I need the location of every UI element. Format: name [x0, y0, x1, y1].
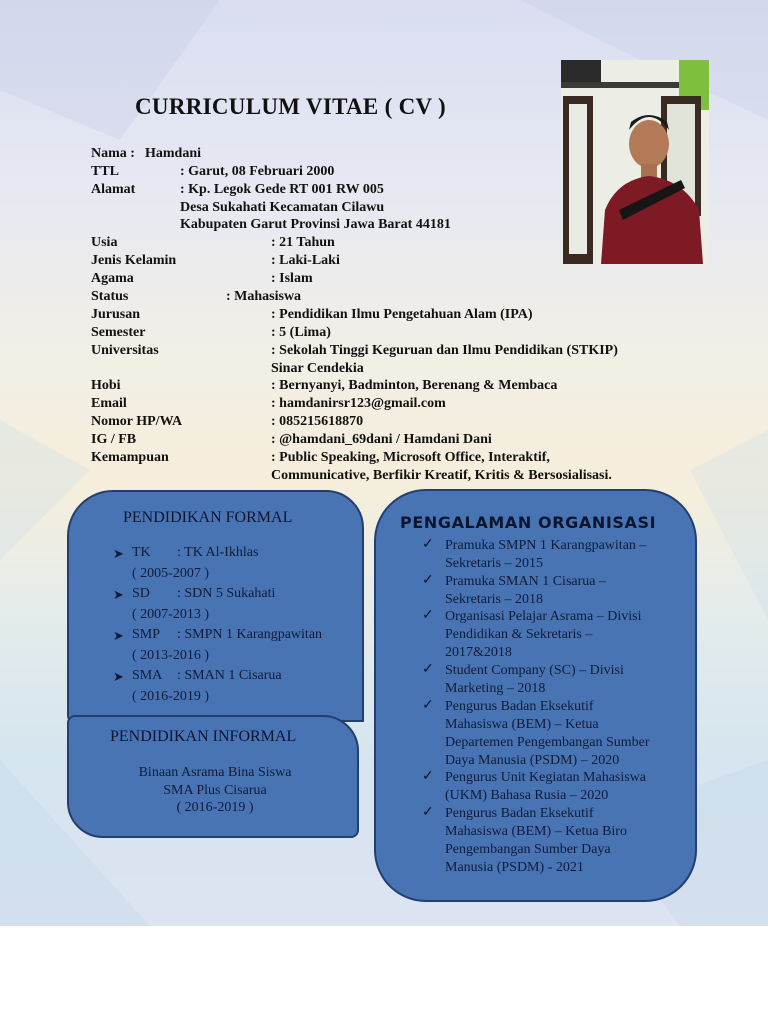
informal-line3: ( 2016-2019 ) [176, 800, 254, 815]
kemampuan-label: Kemampuan [91, 450, 169, 465]
alamat-label: Alamat [91, 182, 136, 197]
ttl-label: TTL [91, 164, 120, 179]
formal-education-box [67, 490, 364, 722]
social-value: : @hamdani_69dani / Hamdani Dani [271, 432, 492, 447]
formal-years: ( 2016-2019 ) [132, 689, 209, 704]
semester-label: Semester [91, 325, 146, 340]
email-value: : hamdanirsr123@gmail.com [271, 396, 446, 411]
formal-level: SMA [132, 668, 163, 683]
informal-line2: SMA Plus Cisarua [163, 783, 267, 798]
check-icon: ✓ [422, 573, 434, 588]
universitas-value-2: Sinar Cendekia [271, 361, 364, 376]
formal-school: : TK Al-Ikhlas [177, 545, 259, 560]
arrow-bullet-icon: ➤ [113, 546, 124, 561]
nama-label: Nama : [91, 146, 135, 161]
jenis-kelamin-label: Jenis Kelamin [91, 253, 177, 268]
check-icon: ✓ [422, 769, 434, 784]
organization-title: PENGALAMAN ORGANISASI [400, 513, 657, 532]
universitas-label: Universitas [91, 343, 159, 358]
check-icon: ✓ [422, 805, 434, 820]
arrow-bullet-icon: ➤ [113, 669, 124, 684]
formal-level: SMP [132, 627, 161, 642]
alamat-line2: Desa Sukahati Kecamatan Cilawu [180, 200, 385, 215]
email-label: Email [91, 396, 127, 411]
organization-item: Student Company (SC) – Divisi Marketing – 2018 [445, 663, 624, 696]
hobi-value: : Bernyanyi, Badminton, Berenang & Membaca [271, 378, 558, 393]
formal-years: ( 2007-2013 ) [132, 607, 209, 622]
usia-value: : 21 Tahun [271, 235, 335, 250]
formal-education-title: PENDIDIKAN FORMAL [123, 509, 293, 526]
check-icon: ✓ [422, 698, 434, 713]
formal-school: : SDN 5 Sukahati [177, 586, 276, 601]
formal-level: TK [132, 545, 151, 560]
universitas-value: : Sekolah Tinggi Keguruan dan Ilmu Pendidikan (STKIP) [271, 343, 618, 358]
check-icon: ✓ [422, 537, 434, 552]
kemampuan-value-2: Communicative, Berfikir Kreatif, Kritis & Bersosialisasi. [271, 468, 612, 483]
phone-value: : 085215618870 [271, 414, 364, 429]
formal-level: SD [132, 586, 150, 601]
phone-label: Nomor HP/WA [91, 414, 183, 429]
organization-item: Pramuka SMPN 1 Karangpawitan – Sekretaris – 2015 [445, 538, 647, 571]
organization-item: Pengurus Badan Eksekutif Mahasiswa (BEM) – Ketua Biro Pengembangan Sumber Daya Manusia (PSDM) - 2021 [445, 806, 627, 875]
agama-value: : Islam [271, 271, 313, 286]
organization-item: Pramuka SMAN 1 Cisarua – Sekretaris – 2018 [445, 574, 606, 607]
informal-education-box [67, 715, 359, 838]
jurusan-value: : Pendidikan Ilmu Pengetahuan Alam (IPA) [271, 307, 533, 322]
status-label: Status [91, 289, 129, 304]
status-value: : Mahasiswa [226, 289, 302, 304]
formal-years: ( 2013-2016 ) [132, 648, 209, 663]
formal-school: : SMAN 1 Cisarua [177, 668, 282, 683]
informal-education-title: PENDIDIKAN INFORMAL [110, 728, 297, 745]
agama-label: Agama [91, 271, 134, 286]
usia-label: Usia [91, 235, 118, 250]
check-icon: ✓ [422, 608, 434, 623]
page-title: CURRICULUM VITAE ( CV ) [135, 94, 447, 119]
organization-item: Pengurus Unit Kegiatan Mahasiswa (UKM) Bahasa Rusia – 2020 [445, 770, 647, 803]
formal-years: ( 2005-2007 ) [132, 566, 209, 581]
jurusan-label: Jurusan [91, 307, 141, 322]
informal-line1: Binaan Asrama Bina Siswa [138, 765, 292, 780]
alamat-line1: : Kp. Legok Gede RT 001 RW 005 [180, 182, 384, 197]
semester-value: : 5 (Lima) [271, 325, 331, 340]
profile-photo [561, 60, 709, 264]
jenis-kelamin-value: : Laki-Laki [271, 253, 340, 268]
formal-school: : SMPN 1 Karangpawitan [177, 627, 323, 642]
hobi-label: Hobi [91, 378, 121, 393]
kemampuan-value: : Public Speaking, Microsoft Office, Interaktif, [271, 450, 550, 465]
alamat-line3: Kabupaten Garut Provinsi Jawa Barat 44181 [180, 217, 451, 232]
ttl-value: : Garut, 08 Februari 2000 [180, 164, 335, 179]
nama-value: Hamdani [145, 146, 202, 161]
arrow-bullet-icon: ➤ [113, 587, 124, 602]
organization-item: Organisasi Pelajar Asrama – Divisi Pendidikan & Sekretaris – 2017&2018 [445, 609, 642, 660]
organization-item: Pengurus Badan Eksekutif Mahasiswa (BEM) – Ketua Departemen Pengembangan Sumber Daya Manusia (PSDM) – 2020 [445, 699, 650, 768]
check-icon: ✓ [422, 662, 434, 677]
social-label: IG / FB [91, 432, 137, 447]
arrow-bullet-icon: ➤ [113, 628, 124, 643]
